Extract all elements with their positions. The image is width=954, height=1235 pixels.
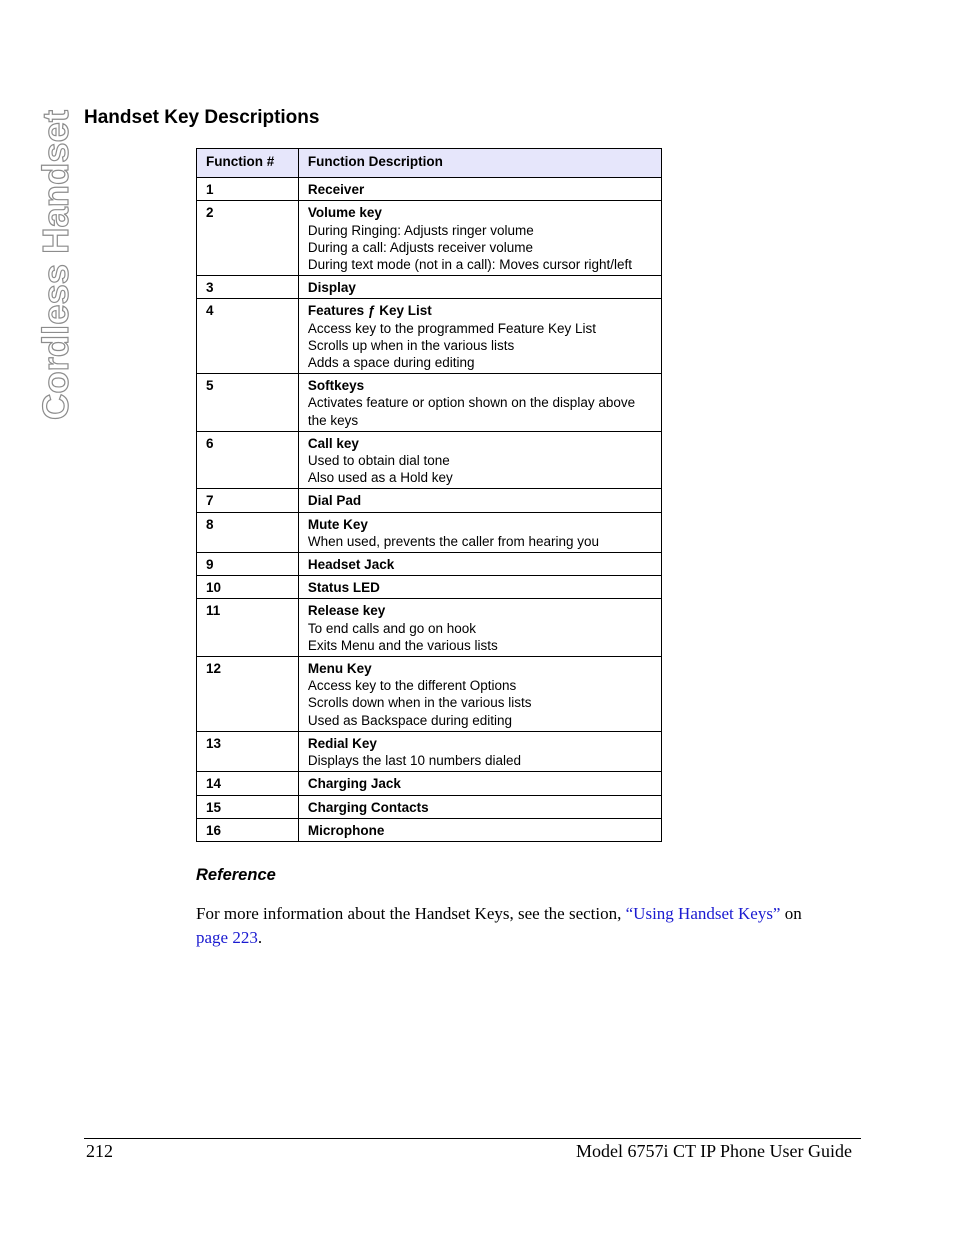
function-number: 16 [197, 818, 299, 841]
function-description [298, 657, 661, 732]
using-handset-keys-link[interactable]: “Using Handset Keys” [625, 904, 781, 923]
function-title: Softkeys [307, 378, 365, 394]
function-description [298, 731, 661, 771]
function-number: 1 [197, 178, 299, 201]
function-title: Menu Key [307, 661, 372, 677]
table-row [197, 795, 662, 818]
guide-title: Model 6757i CT IP Phone User Guide [576, 1141, 852, 1161]
function-description [298, 599, 661, 657]
function-detail-line: Used as Backspace during editing [307, 712, 513, 728]
function-detail-line: Exits Menu and the various lists [307, 637, 498, 653]
table-row [197, 553, 662, 576]
function-number: 11 [197, 599, 299, 657]
function-detail-line: Adds a space during editing [307, 355, 475, 371]
function-detail-line: During a call: Adjusts receiver volume [307, 239, 534, 255]
table-row [197, 276, 662, 299]
table-row [197, 489, 662, 512]
function-title: Features ƒ Key List [307, 303, 432, 319]
table-row [197, 818, 662, 841]
table-row [197, 599, 662, 657]
reference-text-after: . [257, 927, 263, 947]
side-tab [35, 108, 76, 420]
function-description [298, 772, 661, 795]
function-description [298, 374, 661, 432]
function-detail-line: Scrolls down when in the various lists [307, 695, 532, 711]
function-detail-line: When used, prevents the caller from hearing you [307, 533, 600, 549]
function-description [298, 818, 661, 841]
function-title: Receiver [307, 182, 365, 198]
function-description [298, 201, 661, 276]
function-number: 12 [197, 657, 299, 732]
reference-text-before: For more information about the Handset Keys, see the section, [196, 904, 626, 923]
function-description [298, 431, 661, 489]
function-detail-line: Access key to the programmed Feature Key List [307, 320, 597, 336]
function-number: 7 [197, 489, 299, 512]
table-row [197, 731, 662, 771]
function-number: 9 [197, 553, 299, 576]
function-description [298, 553, 661, 576]
function-number: 3 [197, 276, 299, 299]
section-title: Handset Key Descriptions [84, 107, 320, 128]
handset-key-table [196, 148, 662, 842]
table-row [197, 576, 662, 599]
function-description [298, 512, 661, 552]
function-number: 4 [197, 299, 299, 374]
table-row [197, 512, 662, 552]
table-row [197, 374, 662, 432]
side-tab-label: Cordless Handset [35, 113, 76, 420]
function-detail-line: Displays the last 10 numbers dialed [307, 753, 522, 769]
reference-text-middle: on [780, 904, 802, 923]
function-number: 5 [197, 374, 299, 432]
function-number: 6 [197, 431, 299, 489]
function-number: 10 [197, 576, 299, 599]
function-number: 13 [197, 731, 299, 771]
function-description [298, 276, 661, 299]
function-description [298, 489, 661, 512]
function-title: Headset Jack [307, 557, 395, 573]
function-detail-line: Scrolls up when in the various lists [307, 337, 515, 353]
function-title: Redial Key [307, 735, 377, 751]
function-description [298, 299, 661, 374]
footer-divider [84, 1138, 861, 1139]
function-title: Call key [307, 435, 359, 451]
function-description [298, 795, 661, 818]
function-detail-line: Also used as a Hold key [307, 470, 453, 486]
function-description [298, 576, 661, 599]
table-body [197, 178, 662, 842]
function-title: Charging Contacts [307, 799, 429, 815]
page-223-link[interactable]: page 223 [196, 927, 258, 947]
function-number: 8 [197, 512, 299, 552]
function-title: Display [307, 280, 356, 296]
reference-title: Reference [196, 866, 276, 884]
function-number: 14 [197, 772, 299, 795]
function-title: Charging Jack [307, 776, 401, 792]
column-header-function-number: Function # [197, 149, 299, 178]
table-row [197, 201, 662, 276]
function-number: 15 [197, 795, 299, 818]
function-title: Volume key [307, 205, 382, 221]
table-row [197, 299, 662, 374]
function-detail-line: Access key to the different Options [307, 678, 517, 694]
function-title: Status LED [307, 580, 380, 596]
reference-paragraph [196, 902, 836, 949]
function-title: Mute Key [307, 516, 368, 532]
function-title: Dial Pad [307, 493, 362, 509]
table-row [197, 431, 662, 489]
page-number: 212 [86, 1141, 113, 1161]
function-detail-line: During Ringing: Adjusts ringer volume [307, 222, 534, 238]
function-detail-line: Used to obtain dial tone [307, 453, 450, 469]
function-detail-line: Activates feature or option shown on the display above the keys [307, 395, 636, 428]
table-row [197, 178, 662, 201]
table-row [197, 657, 662, 732]
function-detail-line: During text mode (not in a call): Moves cursor right/left [307, 257, 633, 273]
function-detail-line: To end calls and go on hook [307, 620, 477, 636]
table-header-row [197, 149, 662, 178]
function-title: Release key [307, 603, 386, 619]
function-title: Microphone [307, 822, 385, 838]
column-header-function-description: Function Description [298, 149, 661, 178]
function-description [298, 178, 661, 201]
function-number: 2 [197, 201, 299, 276]
table-row [197, 772, 662, 795]
